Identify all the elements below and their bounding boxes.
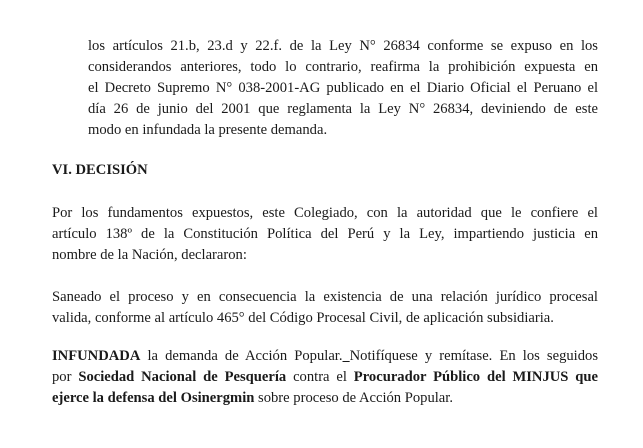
text-line: Saneado el proceso y en consecuencia la existencia de una relación jurídico procesal <box>52 289 598 305</box>
text-line: nombre de la Nación, declararon: <box>52 247 247 263</box>
paragraph-saneado <box>52 287 598 329</box>
text-span: por <box>52 369 79 385</box>
text-line: valida, conforme al artículo 465° del Código Procesal Civil, de aplicación subsidiaria. <box>52 310 554 326</box>
text-span: la demanda de Acción Popular. <box>140 348 343 364</box>
text-line <box>52 367 598 388</box>
bold-text: ejerce la defensa del Osinergmin <box>52 390 255 406</box>
text-line <box>52 346 598 367</box>
bold-text: Procurador Público del MINJUS que <box>353 369 598 385</box>
text-line: artículo 138º de la Constitución Política del Perú y la Ley, impartiendo justicia en <box>52 226 598 242</box>
text-line: los artículos 21.b, 23.d y 22.f. de la Ley N° 26834 conforme se expuso en los <box>88 38 598 54</box>
text-line: modo en infundada la presente demanda. <box>88 122 328 138</box>
text-line: día 26 de junio del 2001 que reglamenta la Ley N° 26834, deviniendo de este <box>88 101 598 117</box>
text-line: considerandos anteriores, todo lo contrario, reafirma la prohibición expuesta en <box>88 59 598 75</box>
paragraph-decision <box>52 346 598 409</box>
section-heading: VI. DECISIÓN <box>52 162 148 178</box>
text-span: contra el <box>286 369 354 385</box>
paragraph-fundamentos <box>52 203 598 266</box>
text-line: Por los fundamentos expuestos, este Colegiado, con la autoridad que le confiere el <box>52 205 598 221</box>
bold-text: INFUNDADA <box>52 348 141 364</box>
bold-text: Sociedad Nacional de Pesquería <box>78 369 287 385</box>
text-line: el Decreto Supremo N° 038-2001-AG publicado en el Diario Oficial el Peruano el <box>88 80 598 96</box>
paragraph-conclusion <box>88 36 598 141</box>
text-line <box>52 388 598 409</box>
text-span: sobre proceso de Acción Popular. <box>254 390 453 406</box>
text-span: Notifíquese y remítase. En los seguidos <box>349 348 598 364</box>
underlined-space <box>343 348 350 364</box>
